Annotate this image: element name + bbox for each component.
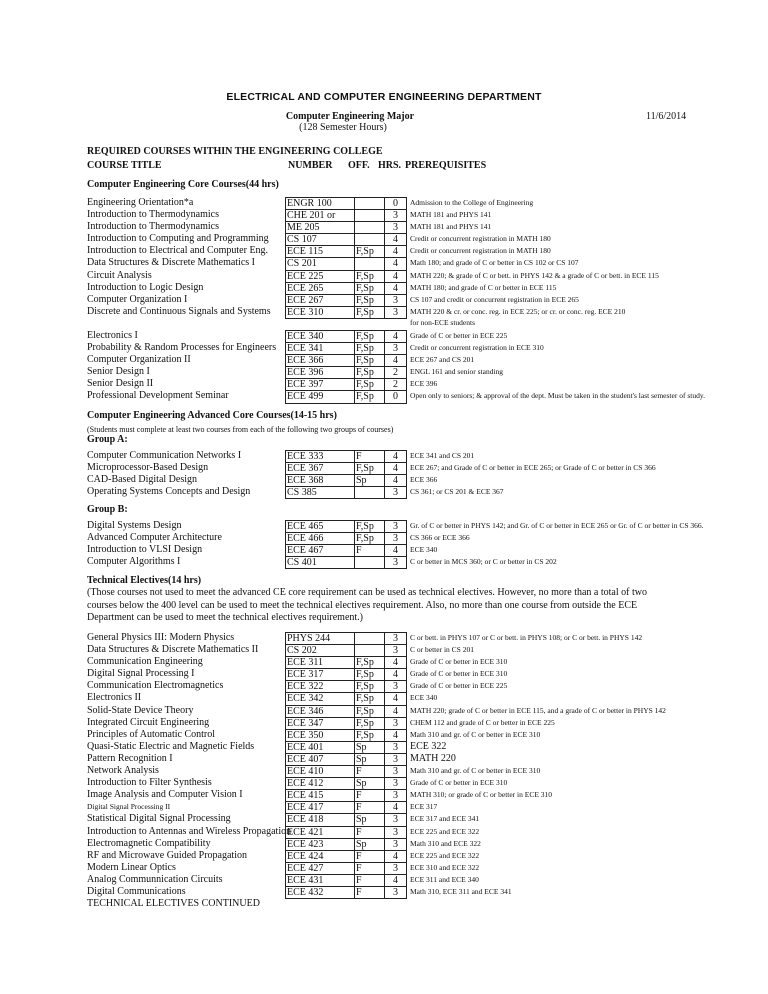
course-offered: F <box>355 862 385 874</box>
electives-note: (Those courses not used to meet the advanced CE core requirement can be used as technical electives. However, no more than a total of two courses below the 400 level can be used to meet the technical electives requirement. Also, no more than one course from outside the ECE Department can be used to meet the technical electives requirement.) <box>87 587 647 623</box>
course-prerequisites: Gr. of C or better in PHYS 142; and Gr. of C or better in ECE 265 or Gr. of C or better in CS 366. <box>410 521 704 530</box>
course-prerequisites: MATH 180; and grade of C or better in ECE 115 <box>410 282 557 292</box>
course-title: Computer Organization II <box>87 354 191 366</box>
course-title: Digital Signal Processing II <box>87 802 171 812</box>
course-offered: F <box>355 789 385 801</box>
course-hours: 4 <box>385 801 407 813</box>
course-offered: F,Sp <box>355 705 385 717</box>
course-hours: 3 <box>385 632 407 644</box>
course-hours: 3 <box>385 777 407 789</box>
course-hours: 3 <box>385 862 407 874</box>
course-prerequisites: MATH 181 and PHYS 141 <box>410 222 492 232</box>
course-title: Introduction to Electrical and Computer Eng. <box>87 245 269 257</box>
course-hours: 4 <box>385 729 407 741</box>
course-title: Engineering Orientation*a <box>87 197 194 208</box>
course-title: RF and Microwave Guided Propagation <box>87 849 247 861</box>
course-prerequisites: ECE 322 <box>410 740 447 752</box>
course-offered <box>355 632 385 644</box>
course-hours: 4 <box>385 270 407 282</box>
course-number: ECE 368 <box>285 474 355 486</box>
course-prerequisites: Grade of C or better in ECE 225 <box>410 331 508 340</box>
course-hours: 4 <box>385 850 407 862</box>
course-number: ECE 412 <box>285 777 355 789</box>
course-prerequisites: ENGL 161 and senior standing <box>410 367 504 377</box>
course-number: CS 401 <box>285 556 355 569</box>
course-title: Senior Design I <box>87 366 150 378</box>
course-hours: 4 <box>385 450 407 462</box>
course-offered <box>355 221 385 233</box>
document-date: 11/6/2014 <box>646 111 687 122</box>
course-offered: F,Sp <box>355 462 385 474</box>
course-title: Probability & Random Processes for Engineers <box>87 342 277 354</box>
column-header-hours: HRS. <box>378 160 402 171</box>
course-title: Introduction to Filter Synthesis <box>87 777 212 789</box>
course-number: ECE 421 <box>285 826 355 838</box>
course-hours: 3 <box>385 342 407 354</box>
column-header-offered: OFF. <box>348 160 370 171</box>
course-offered: F,Sp <box>355 656 385 668</box>
course-prerequisites: ECE 225 and ECE 322 <box>410 826 480 836</box>
course-title: Discrete and Continuous Signals and Systems <box>87 305 271 317</box>
course-title: Introduction to Computing and Programming <box>87 233 269 245</box>
course-prerequisites: CS 366 or ECE 366 <box>410 533 470 543</box>
course-number: ECE 322 <box>285 680 355 692</box>
course-prerequisites: Math 310 and ECE 322 <box>410 838 481 848</box>
course-title: Analog Communnication Circuits <box>87 873 223 885</box>
course-prerequisites: C or better in CS 201 <box>410 645 474 655</box>
course-title: Solid-State Device Theory <box>87 704 194 716</box>
course-offered: Sp <box>355 777 385 789</box>
course-prerequisites: Grade of C or better in ECE 310 <box>410 669 508 679</box>
course-prerequisites: ECE 396 <box>410 379 438 389</box>
course-number: ECE 432 <box>285 886 355 899</box>
course-prerequisites: Math 180; and grade of C or better in CS 102 or CS 107 <box>410 258 579 268</box>
advanced-heading: Computer Engineering Advanced Core Courses(14-15 hrs) <box>87 410 337 421</box>
course-number: ECE 417 <box>285 801 355 813</box>
course-number: ECE 350 <box>285 729 355 741</box>
course-title: Modern Linear Optics <box>87 861 176 873</box>
course-title: Introduction to Antennas and Wireless Propagation <box>87 825 292 837</box>
course-number: ECE 367 <box>285 462 355 474</box>
course-title: Data Structures & Discrete Mathematics II <box>87 644 259 656</box>
course-title: Image Analysis and Computer Vision I <box>87 789 243 801</box>
course-number: ECE 397 <box>285 378 355 390</box>
course-prerequisites: CS 107 and credit or concurrent registration in ECE 265 <box>410 294 579 304</box>
course-title: CAD-Based Digital Design <box>87 474 197 486</box>
course-number: ECE 366 <box>285 354 355 366</box>
course-number: ECE 410 <box>285 765 355 777</box>
course-hours: 0 <box>385 197 407 209</box>
electives-continued: TECHNICAL ELECTIVES CONTINUED <box>87 898 260 909</box>
course-number: ECE 431 <box>285 874 355 886</box>
course-prerequisites: ECE 267; and Grade of C or better in ECE 265; or Grade of C or better in CS 366 <box>410 463 656 473</box>
course-prerequisites: CS 361; or CS 201 & ECE 367 <box>410 487 504 497</box>
course-number: ECE 346 <box>285 705 355 717</box>
course-number: CS 385 <box>285 486 355 499</box>
course-hours: 4 <box>385 874 407 886</box>
course-title: Pattern Recognition I <box>87 752 173 764</box>
course-hours: 4 <box>385 257 407 269</box>
course-prerequisites: ECE 225 and ECE 322 <box>410 850 480 860</box>
course-number: ECE 225 <box>285 270 355 282</box>
course-title: Data Structures & Discrete Mathematics I <box>87 257 255 269</box>
course-title: Introduction to Logic Design <box>87 281 204 293</box>
course-title: Digital Systems Design <box>87 520 182 531</box>
course-title: Integrated Circuit Engineering <box>87 716 210 728</box>
course-hours: 3 <box>385 826 407 838</box>
course-prerequisites: Grade of C or better in ECE 310 <box>410 657 508 667</box>
course-offered: F,Sp <box>355 668 385 680</box>
course-hours: 3 <box>385 294 407 306</box>
course-number: ECE 427 <box>285 862 355 874</box>
course-prerequisites: Credit or concurrent registration in MATH 180 <box>410 246 551 256</box>
course-prerequisites: Credit or concurrent registration in ECE 310 <box>410 343 544 353</box>
course-hours: 3 <box>385 886 407 899</box>
course-offered: Sp <box>355 838 385 850</box>
course-offered: F,Sp <box>355 520 385 532</box>
course-number: CHE 201 or <box>285 209 355 221</box>
course-number: ENGR 100 <box>285 197 355 209</box>
course-offered: Sp <box>355 753 385 765</box>
course-title: Network Analysis <box>87 765 159 777</box>
course-offered: F,Sp <box>355 294 385 306</box>
course-number: ECE 423 <box>285 838 355 850</box>
course-hours: 3 <box>385 813 407 825</box>
group-b-label: Group B: <box>87 504 128 515</box>
course-title: Advanced Computer Architecture <box>87 532 222 544</box>
course-prerequisites: Grade of C or better in ECE 225 <box>410 681 508 691</box>
course-offered: F,Sp <box>355 680 385 692</box>
course-prerequisites: C or better in MCS 360; or C or better in CS 202 <box>410 557 557 567</box>
course-offered <box>355 556 385 569</box>
course-number: ECE 466 <box>285 532 355 544</box>
course-hours: 4 <box>385 544 407 556</box>
course-title: Operating Systems Concepts and Design <box>87 486 251 498</box>
course-hours: 4 <box>385 245 407 257</box>
course-offered: F <box>355 450 385 462</box>
course-offered: F <box>355 826 385 838</box>
course-offered: F,Sp <box>355 330 385 342</box>
course-offered: F,Sp <box>355 245 385 257</box>
course-title: Computer Algorithms I <box>87 556 181 568</box>
course-title: Circuit Analysis <box>87 269 152 281</box>
course-prerequisites: C or bett. in PHYS 107 or C or bett. in PHYS 108; or C or bett. in PHYS 142 <box>410 633 643 642</box>
course-hours: 3 <box>385 520 407 532</box>
course-hours: 4 <box>385 462 407 474</box>
course-hours: 3 <box>385 209 407 221</box>
course-prerequisites: ECE 341 and CS 201 <box>410 451 475 460</box>
column-header-number: NUMBER <box>288 160 333 171</box>
course-hours: 0 <box>385 390 407 403</box>
course-number: CS 107 <box>285 233 355 245</box>
course-offered <box>355 233 385 245</box>
course-offered: F,Sp <box>355 729 385 741</box>
course-prerequisites: ECE 366 <box>410 475 438 485</box>
course-title: Introduction to Thermodynamics <box>87 221 220 233</box>
course-hours: 4 <box>385 692 407 704</box>
course-hours: 3 <box>385 717 407 729</box>
course-number: ECE 467 <box>285 544 355 556</box>
course-number: PHYS 244 <box>285 632 355 644</box>
department-title: ELECTRICAL AND COMPUTER ENGINEERING DEPARTMENT <box>226 91 542 103</box>
course-hours: 4 <box>385 656 407 668</box>
course-number: ME 205 <box>285 221 355 233</box>
course-offered <box>355 486 385 499</box>
course-title: Introduction to Thermodynamics <box>87 209 220 221</box>
course-offered: F <box>355 801 385 813</box>
course-hours: 3 <box>385 838 407 850</box>
course-number: ECE 342 <box>285 692 355 704</box>
course-hours: 4 <box>385 354 407 366</box>
course-number: ECE 115 <box>285 245 355 257</box>
course-hours: 3 <box>385 753 407 765</box>
course-title: Electronics II <box>87 692 142 704</box>
course-prerequisites: ECE 267 and CS 201 <box>410 355 475 365</box>
course-prerequisites: ECE 340 <box>410 545 438 555</box>
course-prerequisites: Admission to the College of Engineering <box>410 198 534 207</box>
required-heading: REQUIRED COURSES WITHIN THE ENGINEERING COLLEGE <box>87 146 383 157</box>
course-prerequisites: Open only to seniors; & approval of the dept. Must be taken in the student's last semester of study. <box>410 391 705 401</box>
course-offered: F,Sp <box>355 306 385 319</box>
course-title: Microprocessor-Based Design <box>87 462 209 474</box>
course-offered: F,Sp <box>355 354 385 366</box>
course-number: ECE 415 <box>285 789 355 801</box>
course-hours: 3 <box>385 221 407 233</box>
course-offered: F,Sp <box>355 692 385 704</box>
course-offered: F,Sp <box>355 342 385 354</box>
major-title: Computer Engineering Major <box>285 111 415 122</box>
course-prerequisites: Grade of C or better in ECE 310 <box>410 778 508 788</box>
course-title: Computer Communication Networks I <box>87 450 242 461</box>
course-number: ECE 317 <box>285 668 355 680</box>
column-header-title: COURSE TITLE <box>87 160 162 171</box>
course-number: ECE 341 <box>285 342 355 354</box>
course-prerequisites: Math 310 and gr. of C or better in ECE 310 <box>410 729 541 739</box>
advanced-note: (Students must complete at least two courses from each of the following two groups of courses) <box>87 425 394 434</box>
course-prerequisites: MATH 220; grade of C or better in ECE 115, and a grade of C or better in PHYS 142 <box>410 705 666 715</box>
course-hours: 4 <box>385 330 407 342</box>
course-prerequisites: MATH 220; & grade of C or bett. in PHYS 142 & a grade of C or bett. in ECE 115 <box>410 270 659 280</box>
course-title: Digital Communications <box>87 885 186 897</box>
course-title: Introduction to VLSI Design <box>87 544 203 556</box>
course-number: ECE 407 <box>285 753 355 765</box>
course-number: ECE 401 <box>285 741 355 753</box>
course-number: ECE 311 <box>285 656 355 668</box>
course-prerequisites: MATH 220 <box>410 752 456 764</box>
course-prerequisites: ECE 311 and ECE 340 <box>410 874 479 884</box>
course-number: CS 202 <box>285 644 355 656</box>
course-prerequisites: Credit or concurrent registration in MATH 180 <box>410 234 551 244</box>
course-number: ECE 499 <box>285 390 355 403</box>
course-offered <box>355 209 385 221</box>
course-number: ECE 424 <box>285 850 355 862</box>
course-hours: 4 <box>385 282 407 294</box>
course-prerequisites: ECE 310 and ECE 322 <box>410 862 480 872</box>
course-offered: F <box>355 874 385 886</box>
course-offered: F,Sp <box>355 378 385 390</box>
course-offered: F <box>355 850 385 862</box>
course-offered: F,Sp <box>355 717 385 729</box>
semester-hours: (128 Semester Hours) <box>299 122 387 133</box>
course-title: Electronics I <box>87 330 138 341</box>
course-hours: 3 <box>385 486 407 499</box>
course-prerequisites: ECE 317 and ECE 341 <box>410 814 480 824</box>
course-number: ECE 340 <box>285 330 355 342</box>
core-heading: Computer Engineering Core Courses(44 hrs) <box>87 179 279 190</box>
course-hours: 4 <box>385 668 407 680</box>
course-number: ECE 396 <box>285 366 355 378</box>
course-number: CS 201 <box>285 257 355 269</box>
course-title: Statistical Digital Signal Processing <box>87 813 231 825</box>
course-hours: 2 <box>385 378 407 390</box>
course-prerequisites: MATH 310; or grade of C or better in ECE 310 <box>410 790 553 800</box>
course-offered: F,Sp <box>355 532 385 544</box>
course-number: ECE 265 <box>285 282 355 294</box>
electives-heading: Technical Electives(14 hrs) <box>87 575 202 586</box>
course-title: Communication Engineering <box>87 656 203 668</box>
course-offered: F,Sp <box>355 366 385 378</box>
course-offered: Sp <box>355 813 385 825</box>
course-offered <box>355 257 385 269</box>
course-number: ECE 333 <box>285 450 355 462</box>
course-title: Professional Development Seminar <box>87 390 229 402</box>
course-offered: F <box>355 765 385 777</box>
course-offered: F <box>355 886 385 899</box>
course-hours: 3 <box>385 556 407 569</box>
course-offered: F,Sp <box>355 282 385 294</box>
course-hours: 2 <box>385 366 407 378</box>
course-prerequisites: Math 310 and gr. of C or better in ECE 310 <box>410 766 541 776</box>
course-offered: F,Sp <box>355 270 385 282</box>
course-offered <box>355 197 385 209</box>
course-hours: 4 <box>385 474 407 486</box>
course-offered: Sp <box>355 474 385 486</box>
course-hours: 3 <box>385 765 407 777</box>
course-offered: Sp <box>355 741 385 753</box>
course-hours: 3 <box>385 532 407 544</box>
course-hours: 4 <box>385 233 407 245</box>
group-a-label: Group A: <box>87 434 128 445</box>
course-prerequisites: Math 310, ECE 311 and ECE 341 <box>410 886 512 896</box>
course-prerequisites: MATH 181 and PHYS 141 <box>410 210 492 220</box>
course-prerequisites: CHEM 112 and grade of C or better in ECE 225 <box>410 717 555 727</box>
course-offered <box>355 644 385 656</box>
course-title: General Physics III: Modern Physics <box>87 632 235 643</box>
course-number: ECE 418 <box>285 813 355 825</box>
course-hours: 3 <box>385 306 407 319</box>
course-prerequisites: ECE 340 <box>410 693 438 703</box>
course-offered: F,Sp <box>355 390 385 403</box>
course-hours: 3 <box>385 680 407 692</box>
course-title: Communication Electromagnetics <box>87 680 224 692</box>
course-number: ECE 347 <box>285 717 355 729</box>
course-hours: 4 <box>385 705 407 717</box>
course-title: Computer Organization I <box>87 293 188 305</box>
course-offered: F <box>355 544 385 556</box>
course-title: Senior Design II <box>87 378 154 390</box>
course-title: Electromagnetic Compatibility <box>87 837 211 849</box>
course-prerequisites: ECE 317 <box>410 802 438 812</box>
course-hours: 3 <box>385 644 407 656</box>
column-header-prerequisites: PREREQUISITES <box>405 160 487 171</box>
course-hours: 3 <box>385 789 407 801</box>
course-hours: 3 <box>385 741 407 753</box>
course-title: Quasi-Static Electric and Magnetic Fields <box>87 740 255 752</box>
core-note: for non-ECE students <box>410 318 475 327</box>
course-title: Digital Signal Processing I <box>87 668 195 680</box>
course-number: ECE 465 <box>285 520 355 532</box>
course-number: ECE 310 <box>285 306 355 319</box>
course-prerequisites: MATH 220 & cr. or conc. reg. in ECE 225; or cr. or conc. reg. ECE 210 <box>410 306 626 316</box>
course-number: ECE 267 <box>285 294 355 306</box>
course-title: Principles of Automatic Control <box>87 728 216 740</box>
